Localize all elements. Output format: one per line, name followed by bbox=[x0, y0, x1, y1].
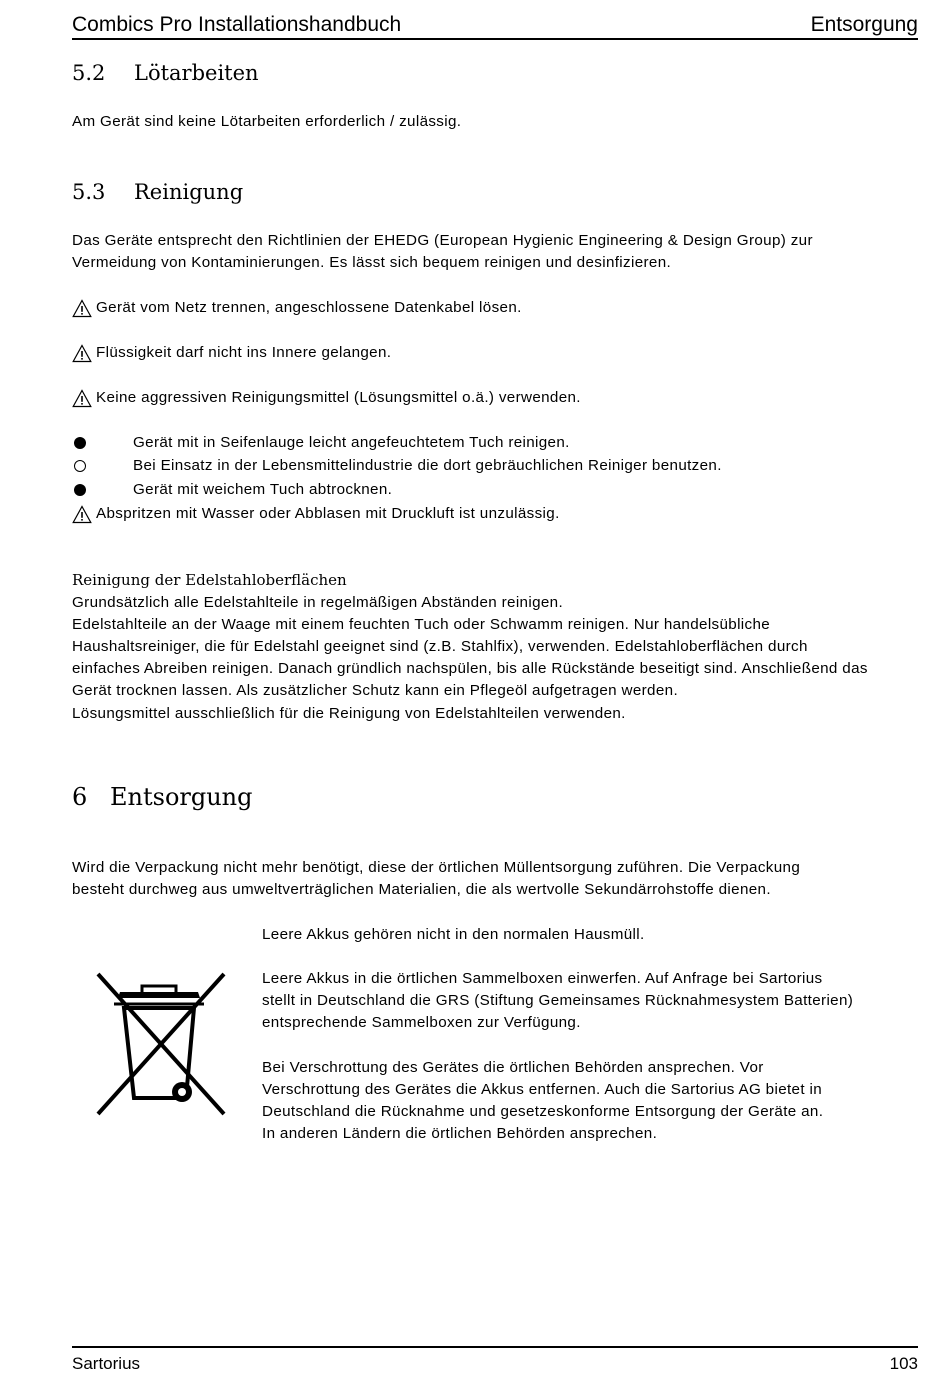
stainless-line: Lösungsmittel ausschließlich für die Reinigung von Edelstahlteilen verwenden. bbox=[72, 705, 626, 722]
bullet-text: Bei Einsatz in der Lebensmittelindustrie die dort gebräuchlichen Reiniger benutzen. bbox=[133, 457, 722, 474]
warning-triangle-icon bbox=[72, 389, 92, 408]
page-footer bbox=[72, 1346, 918, 1378]
hollow-bullet-icon bbox=[74, 460, 86, 472]
section-5-2-heading bbox=[72, 60, 259, 86]
section-number: 5.2 bbox=[72, 61, 106, 85]
battery-paragraph-2-line: entsprechende Sammelboxen zur Verfügung. bbox=[262, 1014, 581, 1031]
warning-triangle-icon bbox=[72, 505, 92, 524]
stainless-line: einfaches Abreiben reinigen. Danach gründlich nachspülen, bis alle Rückstände beseitigt sind. Anschließend das bbox=[72, 660, 868, 677]
page-header bbox=[72, 6, 918, 40]
chapter-title: Entsorgung bbox=[810, 13, 918, 36]
section-title: Lötarbeiten bbox=[134, 61, 259, 85]
soldering-text: Am Gerät sind keine Lötarbeiten erforderlich / zulässig. bbox=[72, 113, 462, 130]
chapter-title: Entsorgung bbox=[110, 783, 253, 811]
warning-triangle-icon bbox=[72, 344, 92, 363]
manual-title: Combics Pro Installationshandbuch bbox=[72, 13, 402, 36]
battery-paragraph-2-line: stellt in Deutschland die GRS (Stiftung Gemeinsames Rücknahmesystem Batterien) bbox=[262, 992, 854, 1009]
stainless-line: Haushaltsreiniger, die für Edelstahl geeignet sind (z.B. Stahlfix), verwenden. Edelstahloberflächen durch bbox=[72, 638, 808, 655]
warning-text: Flüssigkeit darf nicht ins Innere gelangen. bbox=[96, 344, 392, 361]
filled-bullet-icon bbox=[74, 484, 86, 496]
warning-text: Gerät vom Netz trennen, angeschlossene Datenkabel lösen. bbox=[96, 299, 522, 316]
cleaning-intro-line-2: Vermeidung von Kontaminierungen. Es lässt sich bequem reinigen und desinfizieren. bbox=[72, 254, 672, 271]
stainless-line: Edelstahlteile an der Waage mit einem feuchten Tuch oder Schwamm reinigen. Nur handelsübliche bbox=[72, 616, 771, 633]
cleaning-intro-line-1: Das Geräte entsprecht den Richtlinien der EHEDG (European Hygienic Engineering & Design Group) zur bbox=[72, 232, 813, 249]
warning-text: Keine aggressiven Reinigungsmittel (Lösungsmittel o.ä.) verwenden. bbox=[96, 389, 581, 406]
manual-page bbox=[72, 0, 918, 1379]
section-number: 5.3 bbox=[72, 180, 106, 204]
scrapping-paragraph-line: In anderen Ländern die örtlichen Behörden ansprechen. bbox=[262, 1125, 658, 1142]
battery-paragraph-1: Leere Akkus gehören nicht in den normalen Hausmüll. bbox=[262, 926, 645, 943]
warning-triangle-icon bbox=[72, 299, 92, 318]
disposal-intro-line-2: besteht durchweg aus umweltverträglichen Materialien, die als wertvolle Sekundärrohstoffe dienen. bbox=[72, 881, 771, 898]
page-number: 103 bbox=[889, 1354, 918, 1373]
stainless-line: Gerät trocknen lassen. Als zusätzlicher Schutz kann ein Pflegeöl aufgetragen werden. bbox=[72, 682, 679, 699]
chapter-6-heading bbox=[72, 782, 253, 812]
crossed-out-wheelie-bin-icon bbox=[94, 970, 228, 1118]
chapter-number: 6 bbox=[72, 783, 88, 811]
scrapping-paragraph-line: Bei Verschrottung des Gerätes die örtlichen Behörden ansprechen. Vor bbox=[262, 1059, 764, 1076]
disposal-intro-line-1: Wird die Verpackung nicht mehr benötigt, diese der örtlichen Müllentsorgung zuführen. Die Verpackung bbox=[72, 859, 801, 876]
footer-brand: Sartorius bbox=[72, 1354, 141, 1373]
warning-text: Abspritzen mit Wasser oder Abblasen mit Druckluft ist unzulässig. bbox=[96, 505, 560, 522]
section-title: Reinigung bbox=[134, 180, 244, 204]
subsection-heading: Reinigung der Edelstahloberflächen bbox=[72, 571, 347, 589]
scrapping-paragraph-line: Verschrottung des Gerätes die Akkus entfernen. Auch die Sartorius AG bietet in bbox=[262, 1081, 823, 1098]
bullet-text: Gerät mit weichem Tuch abtrocknen. bbox=[133, 481, 393, 498]
battery-paragraph-2-line: Leere Akkus in die örtlichen Sammelboxen einwerfen. Auf Anfrage bei Sartorius bbox=[262, 970, 823, 987]
stainless-line: Grundsätzlich alle Edelstahlteile in regelmäßigen Abständen reinigen. bbox=[72, 594, 564, 611]
scrapping-paragraph-line: Deutschland die Rücknahme und gesetzeskonforme Entsorgung der Geräte an. bbox=[262, 1103, 824, 1120]
bullet-text: Gerät mit in Seifenlauge leicht angefeuchtetem Tuch reinigen. bbox=[133, 434, 570, 451]
section-5-3-heading bbox=[72, 179, 243, 205]
filled-bullet-icon bbox=[74, 437, 86, 449]
